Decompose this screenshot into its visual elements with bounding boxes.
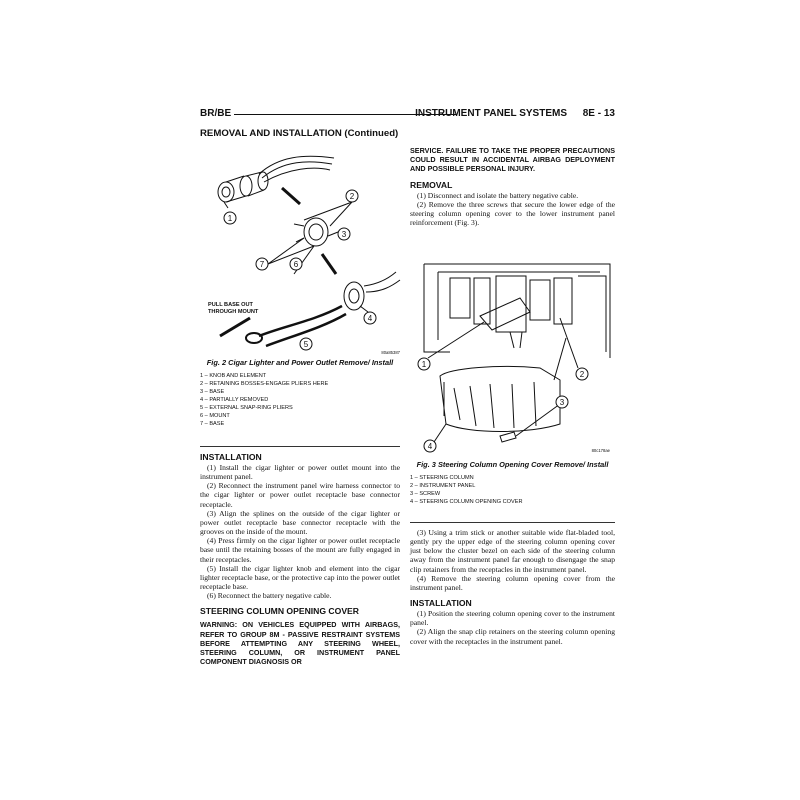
- legend-item: 1 – STEERING COLUMN: [410, 475, 474, 481]
- legend-item: 4 – PARTIALLY REMOVED: [200, 397, 269, 403]
- figure-3-caption-block: [410, 460, 615, 506]
- cigar-lighter-diagram: [204, 146, 404, 358]
- removal-step: (1) Disconnect and isolate the battery negative cable.: [417, 190, 579, 200]
- fig2-label-7: 7: [259, 260, 265, 269]
- install-step: (3) Align the splines on the outside of the cigar lighter or power outlet receptacle base connector receptacle with the grooves on the inside of the mount.: [200, 508, 400, 537]
- steering-cover-heading: STEERING COLUMN OPENING COVER: [200, 606, 359, 617]
- page-header: [200, 108, 615, 122]
- fig2-callout-line2: THROUGH MOUNT: [208, 309, 259, 315]
- legend-item: 7 – BASE: [200, 421, 225, 427]
- fig3-label-4: 4: [427, 442, 433, 451]
- figure-separator: [410, 522, 615, 523]
- legend-item: 3 – SCREW: [410, 491, 441, 497]
- figure-3-legend: [410, 474, 615, 506]
- installation-heading: INSTALLATION: [410, 598, 472, 609]
- fig2-label-3: 3: [341, 230, 347, 239]
- airbag-warning: WARNING: ON VEHICLES EQUIPPED WITH AIRBAGS, REFER TO GROUP 8M - PASSIVE RESTRAINT SYSTEMS BEFORE ATTEMPTING ANY STEERING WHEEL, STEERING COLUMN, OR INSTRUMENT PANEL COMPONENT DIAGNOSIS OR: [200, 620, 400, 667]
- fig2-callout-line1: PULL BASE OUT: [208, 302, 253, 308]
- install-step: (2) Align the snap clip retainers on the steering column opening cover with the receptacles in the instrument panel.: [410, 627, 615, 646]
- manual-page: [200, 108, 615, 698]
- legend-item: 6 – MOUNT: [200, 413, 230, 419]
- legend-item: 2 – RETAINING BOSSES-ENGAGE PLIERS HERE: [200, 381, 329, 387]
- legend-item: 5 – EXTERNAL SNAP-RING PLIERS: [200, 405, 293, 411]
- legend-item: 4 – STEERING COLUMN OPENING COVER: [410, 499, 523, 505]
- figure-separator: [200, 446, 400, 447]
- install-step: (5) Install the cigar lighter knob and element into the cigar lighter receptacle base, or the protective cap into the power outlet receptacle base.: [200, 563, 400, 592]
- legend-item: 3 – BASE: [200, 389, 225, 395]
- left-column: [200, 452, 400, 666]
- install-step: (2) Reconnect the instrument panel wire harness connector to the cigar lighter or power outlet receptacle base connector receptacle.: [200, 481, 400, 509]
- install-step: (4) Press firmly on the cigar lighter or power outlet receptacle base until the retaining bosses of the mount are fully engaged in their receptacles.: [200, 536, 400, 564]
- fig3-label-1: 1: [421, 360, 427, 369]
- fig3-label-2: 2: [579, 370, 585, 379]
- removal-step: (2) Remove the three screws that secure the lower edge of the steering column opening cover to the lower instrument panel reinforcement (Fig. 3).: [410, 199, 615, 228]
- fig2-label-4: 4: [367, 314, 373, 323]
- fig2-label-1: 1: [227, 214, 233, 223]
- figure-3-illustration: [410, 256, 615, 456]
- fig3-label-3: 3: [559, 398, 565, 407]
- figure-2-caption: Fig. 2 Cigar Lighter and Power Outlet Remove/ Install: [206, 358, 394, 367]
- removal-step: (3) Using a trim stick or another suitable wide flat-bladed tool, gently pry the upper edge of the steering column opening cover just below the cluster bezel on each side of the steering column away from the instrument panel far enough to disengage the snap clip retainers from the receptacles in the instrument panel.: [410, 528, 615, 574]
- airbag-warning-continued: SERVICE. FAILURE TO TAKE THE PROPER PRECAUTIONS COULD RESULT IN ACCIDENTAL AIRBAG DEPLOYMENT AND POSSIBLE PERSONAL INJURY.: [410, 146, 615, 174]
- fig2-label-6: 6: [293, 260, 299, 269]
- figure-3-caption: Fig. 3 Steering Column Opening Cover Remove/ Install: [416, 460, 609, 469]
- figure-2-illustration: [204, 146, 404, 358]
- figure-2-legend: [200, 372, 400, 428]
- removal-heading: REMOVAL: [410, 179, 453, 190]
- figure-2-caption-block: [200, 358, 400, 428]
- chapter-title: INSTRUMENT PANEL SYSTEMS: [415, 108, 567, 119]
- fig2-label-5: 5: [303, 340, 309, 349]
- section-title: REMOVAL AND INSTALLATION (Continued): [200, 128, 399, 139]
- install-step: (1) Install the cigar lighter or power outlet mount into the instrument panel.: [200, 463, 400, 482]
- page-number: 8E - 13: [582, 108, 615, 119]
- right-column-bottom: [410, 528, 615, 646]
- fig2-code: 80a85387: [381, 350, 400, 355]
- right-column-top: [410, 146, 615, 227]
- model-code: BR/BE: [200, 108, 232, 119]
- install-step: (6) Reconnect the battery negative cable.: [207, 591, 332, 601]
- legend-item: 1 – KNOB AND ELEMENT: [200, 373, 267, 379]
- removal-step: (4) Remove the steering column opening cover from the instrument panel.: [410, 573, 615, 592]
- fig3-code: 80c178ae: [591, 448, 610, 453]
- steering-cover-diagram: [410, 256, 615, 456]
- installation-heading: INSTALLATION: [200, 452, 262, 462]
- fig2-label-2: 2: [349, 192, 355, 201]
- install-step: (1) Position the steering column opening cover to the instrument panel.: [410, 609, 615, 628]
- legend-item: 2 – INSTRUMENT PANEL: [410, 483, 476, 489]
